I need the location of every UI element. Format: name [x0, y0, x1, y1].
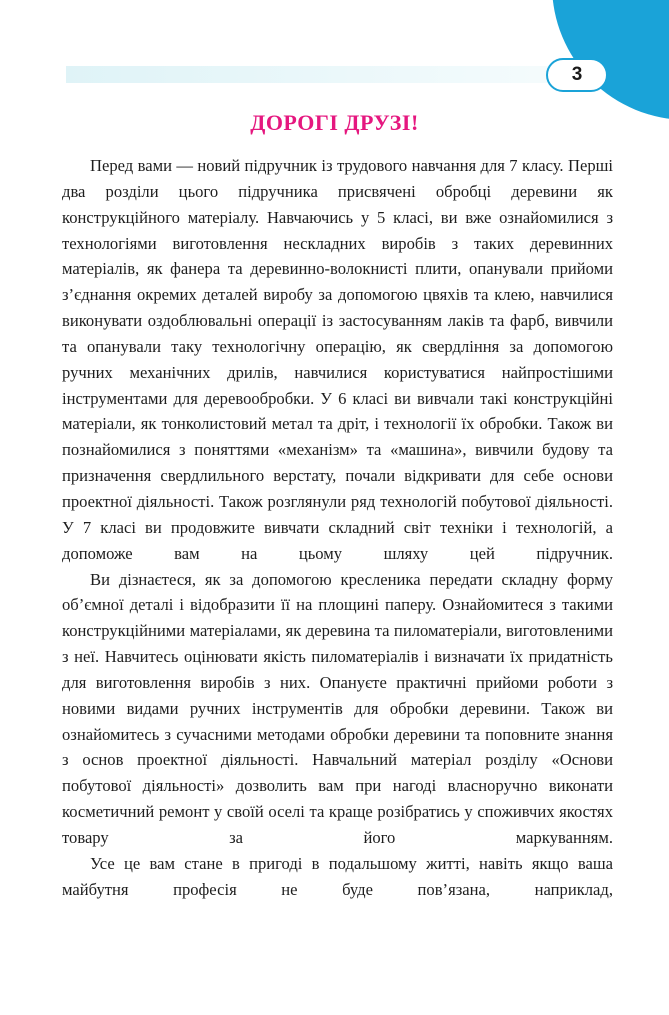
paragraph-3: Усе це вам стане в пригоді в подальшому житті, навіть якщо ваша майбутня професія не буде пов’язана, наприклад,	[62, 853, 613, 899]
paragraph-1: Перед вами — новий підручник із трудового навчання для 7 класу. Перші два розділи цього підручника присвячені обробці деревини як конструкційного матеріалу. Навчаючись у 5 класі, ви вже ознайомилися з технологіями виготовлення нескладних виробів з таких деревинних матеріалів, як фанера та деревинно-волокнисті плити, опанували прийоми з’єднання окремих деталей виробу за допомогою цвяхів та клею, навчилися виконувати оздоблювальні операції із застосуванням лаків та фарб, вивчили та опанували таку технологічну операцію, як свердління за допомогою ручних механічних дрилів, навчилися користуватися найпростішими інструментами для деревообробки. У 6 класі ви вивчали такі конструкційні матеріали, як тонколистовий метал та дріт, і технології їх обробки. Також ви познайомилися з поняттями «механізм» та «машина», вивчили будову та призначення свердлильного верстату, почали відкривати для себе основи проектної діяльності. Також розглянули ряд технологій побутової діяльності. У 7 класі ви продовжите вивчати складний світ техніки і технологій, а допоможе вам на цьому шляху цей підручник.	[62, 156, 613, 563]
header-band	[66, 66, 586, 83]
paragraph-2: Ви дізнаєтеся, як за допомогою кресленика передати складну форму об’ємної деталі і відобразити її на площині паперу. Ознайомитеся з такими конструкційними матеріалами, як деревина та пиломатеріали, виготовленими з неї. Навчитесь оцінювати якість пиломатеріалів і визначати їх придатність для виготовлення виробів з них. Опануєте практичні прийоми роботи з новими видами ручних інструментів для обробки деревини. Також ви ознайомитесь з сучасними методами обробки деревини та поповните знання з основ проектної діяльності. Навчальний матеріал розділу «Основи побутової діяльності» дозволить вам при нагоді власноручно виконати косметичний ремонт у своїй оселі та краще розібратись у споживчих якостях товару за його маркуванням.	[62, 569, 613, 847]
page-title: ДОРОГІ ДРУЗІ!	[250, 110, 419, 135]
page-number-badge	[546, 58, 608, 92]
page-number: 3	[571, 64, 583, 85]
body-text	[62, 153, 613, 902]
